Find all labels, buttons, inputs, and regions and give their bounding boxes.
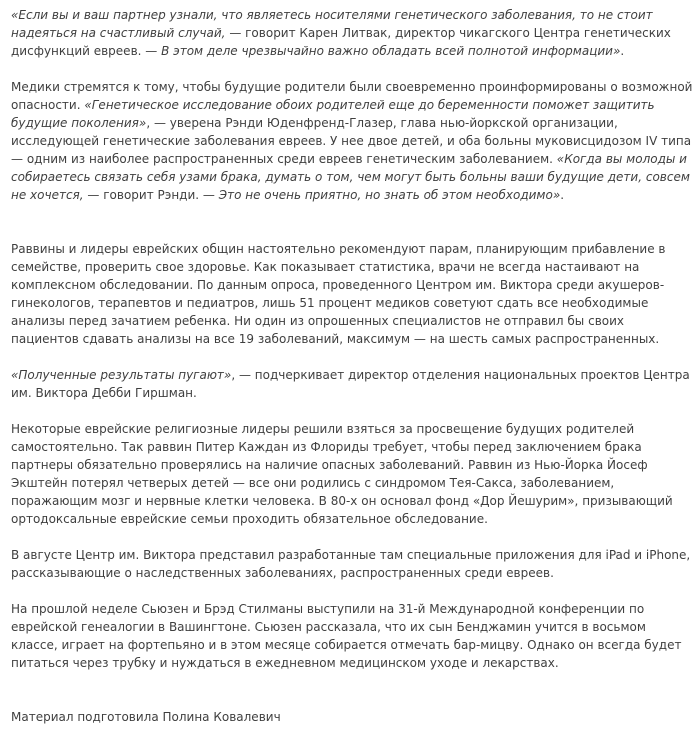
quote-text: «Когда вы молоды и собираетесь связать себя узами брака, думать о том, чем могут быть больны ваши будущие дети, совсем не хочется, xyxy=(11,152,690,202)
paragraph-apps: В августе Центр им. Виктора представил разработанные там специальные приложения для iPad и iPhone, рассказывающие о наследственных заболеваниях, распространенных среди евреев. xyxy=(11,548,691,580)
quote-text: Это не очень приятно, но знать об этом необходимо» xyxy=(218,188,561,202)
paragraph-rabbis: Раввины и лидеры еврейских общин настоятельно рекомендуют парам, планирующим прибавление в семействе, проверить свое здоровье. Как показывает статистика, врачи не всегда настаивают на комплексном обследовании. По данным опроса, проведенного Центром им. Виктора среди акушеров-гинекологов, терапевтов и педиатров, лишь 51 процент медиков советуют сдать все необходимые анализы перед зачатием ребенка. Ни один из опрошенных специалистов не отправил бы своих пациентов сдавать анализы на все 19 заболеваний, максимум — на шесть самых распространенных. xyxy=(11,242,666,346)
paragraph-medics xyxy=(11,78,695,204)
paragraph-conference: На прошлой неделе Сьюзен и Брэд Стилманы выступили на 31-й Международной конференции по еврейской генеалогии в Вашингтоне. Сьюзен рассказала, что их сын Бенджамин учится в восьмом классе, играет на фортепьяно и в этом месяце собирается отмечать бар-мицву. Однако он всегда будет питаться через трубку и нуждаться в ежедневном медицинском уходе и лекарствах. xyxy=(11,602,682,670)
quote-text: «Полученные результаты пугают» xyxy=(11,368,232,382)
quote-paragraph-litvak xyxy=(11,6,695,60)
paragraph-religious-leaders: Некоторые еврейские религиозные лидеры решили взяться за просвещение будущих родителей самостоятельно. Так раввин Питер Каждан из Флориды требует, чтобы перед заключением брака партнеры обязательно проверялись на наличие опасных заболеваний. Раввин из Нью-Йорка Йосеф Экштейн потерял четверых детей — все они родились с синдромом Тея-Сакса, заболеванием, поражающим мозг и нервные клетки человека. В 80-х он основал фонд «Дор Йешурим», призывающий ортодоксальные еврейские семьи проходить обязательное обследование. xyxy=(11,422,673,526)
article-body xyxy=(11,6,695,726)
body-text: , — уверена Рэнди Юденфренд-Глазер, глава нью-йоркской организации, исследующей генетические заболевания евреев. У нее двое детей, и оба больны муковисцидозом IV типа — одним из наиболее распространенных среди евреев генетическим заболеванием. xyxy=(11,116,692,166)
author-credit: Материал подготовила Полина Ковалевич xyxy=(11,710,281,724)
quote-text: В этом деле чрезвычайно важно обладать всей полнотой информации» xyxy=(161,44,621,58)
body-text: Медики стремятся к тому, чтобы будущие родители были своевременно проинформированы о возможной опасности. xyxy=(11,80,693,112)
attribution-text: — говорит Рэнди. — xyxy=(83,188,219,202)
punctuation: . xyxy=(560,188,565,202)
punctuation: . xyxy=(620,44,625,58)
quote-text: «Генетическое исследование обоих родителей еще до беременности поможет защитить будущие поколения» xyxy=(11,98,655,130)
quote-text: «Если вы и ваш партнер узнали, что являетесь носителями генетического заболевания, то не стоит надеяться на счастливый случай, xyxy=(11,8,653,40)
body-text: , — подчеркивает директор отделения национальных проектов Центра им. Виктора Дебби Гиршман. xyxy=(11,368,690,400)
paragraph-results xyxy=(11,366,695,402)
attribution-text: — говорит Карен Литвак, директор чикагского Центра генетических дисфункций евреев. — xyxy=(11,26,671,58)
